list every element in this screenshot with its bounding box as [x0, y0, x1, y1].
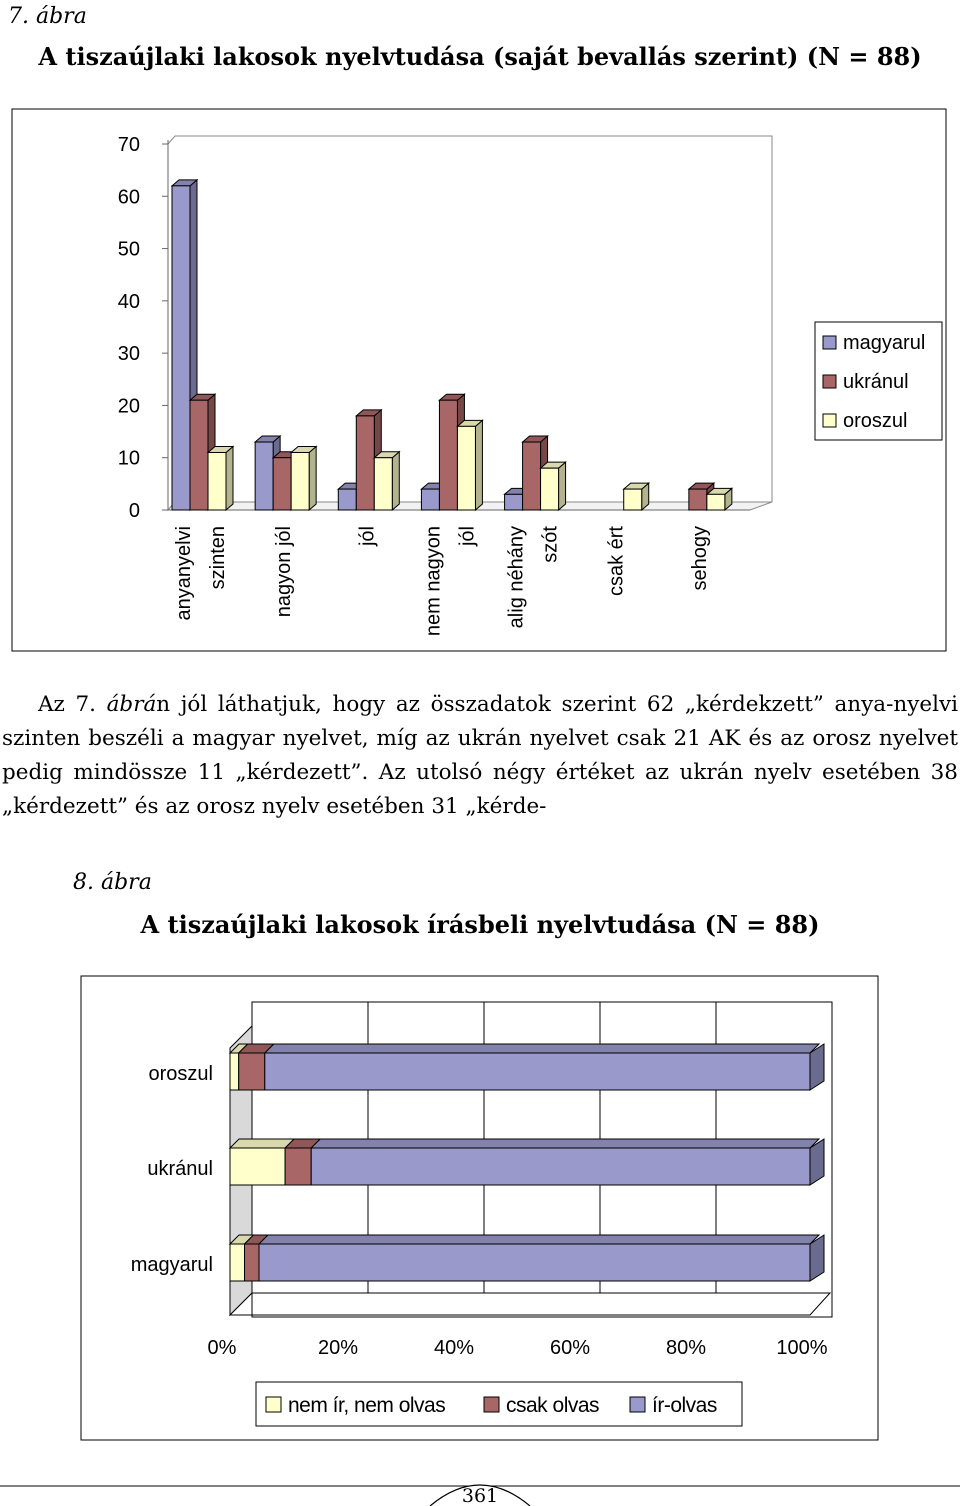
bar-top	[311, 1139, 819, 1148]
figure-8-number: 8. ábra	[73, 870, 152, 895]
bar-segment	[245, 1244, 260, 1281]
bar-top	[265, 1044, 819, 1053]
page-footer	[0, 1462, 960, 1506]
bar	[356, 416, 374, 510]
bar	[624, 489, 642, 510]
written-language-chart	[0, 970, 960, 1450]
y-tick-label: 60	[117, 186, 140, 209]
legend-label: magyarul	[843, 332, 926, 354]
language-knowledge-chart	[0, 100, 960, 660]
bar	[541, 468, 559, 510]
bar	[374, 458, 392, 510]
figure-7-title: A tiszaújlaki lakosok nyelvtudása (saját bevallás szerint) (N = 88)	[38, 42, 922, 71]
y-category-label: ukránul	[147, 1158, 213, 1180]
page-number: 361	[461, 1485, 499, 1506]
y-tick-label: 0	[128, 500, 140, 522]
bar	[291, 452, 309, 510]
legend-label: nem ír, nem olvas	[288, 1394, 446, 1417]
y-tick-label: 10	[117, 447, 140, 470]
bar-segment	[230, 1053, 239, 1090]
legend-swatch	[823, 414, 836, 427]
bar-side	[559, 462, 566, 510]
x-category-label: anyanyelvi	[173, 526, 195, 621]
x-tick-label: 60%	[549, 1337, 591, 1359]
legend-swatch	[484, 1397, 499, 1412]
bar	[707, 494, 725, 510]
figure-7-number: 7. ábra	[8, 4, 87, 29]
x-tick-label: 100%	[776, 1337, 828, 1359]
paragraph-lead: Az 7.	[38, 692, 107, 717]
bar	[457, 426, 475, 510]
x-tick-label: 20%	[317, 1337, 359, 1359]
x-category-label: szinten	[207, 526, 229, 590]
bar	[255, 442, 273, 510]
x-tick-label: 0%	[207, 1337, 237, 1359]
bar-segment	[230, 1148, 285, 1185]
bar-side	[226, 446, 233, 510]
bar	[439, 400, 457, 510]
y-tick-label: 20	[117, 395, 140, 418]
x-category-label: alig néhány	[505, 526, 528, 629]
y-tick-label: 30	[117, 343, 140, 366]
bar	[190, 400, 208, 510]
x-category-label: nagyon jól	[273, 526, 296, 618]
y-category-label: oroszul	[148, 1063, 213, 1085]
bar-side	[475, 420, 482, 510]
x-tick-label: 80%	[665, 1337, 707, 1359]
x-category-label: nem nagyon	[422, 526, 445, 637]
bar-top	[259, 1235, 819, 1244]
bar	[172, 186, 190, 510]
bar-side	[392, 452, 399, 510]
bar	[338, 489, 356, 510]
bar	[523, 442, 541, 510]
bar	[421, 489, 439, 510]
bar-segment	[230, 1244, 245, 1281]
bar-segment	[311, 1148, 810, 1185]
bar	[208, 452, 226, 510]
body-paragraph	[2, 688, 958, 824]
bar-segment	[285, 1148, 311, 1185]
legend-swatch	[266, 1397, 281, 1412]
y-tick-label: 50	[117, 238, 140, 261]
x-tick-label: 40%	[433, 1337, 475, 1359]
bar	[273, 458, 291, 510]
floor	[230, 1293, 830, 1315]
bar-segment	[239, 1053, 265, 1090]
x-category-label: szót	[539, 526, 562, 563]
paragraph-text: n jól láthatjuk, hogy az összadatok szerint 62 „kérdekzett” anya-nyelvi szinten beszéli a magyar nyelvet, míg az ukrán nyelvet csak 21 AK és az orosz nyelvet pedig mindössze 11 „kérdezett”. Az utolsó négy értéket az ukrán nyelv esetében 38 „kérdezett” és az orosz nyelv esetében 31 „kérde-	[2, 692, 958, 819]
y-tick-label: 70	[117, 134, 140, 156]
legend-swatch	[630, 1397, 645, 1412]
bar-segment	[259, 1244, 810, 1281]
x-category-label: csak ért	[605, 526, 628, 597]
legend-swatch	[823, 336, 836, 349]
x-category-label: sehogy	[688, 526, 711, 591]
bar-top	[230, 1139, 294, 1148]
legend-label: ír-olvas	[652, 1394, 717, 1417]
y-tick-label: 40	[117, 290, 140, 313]
x-category-label: jól	[356, 526, 379, 547]
y-category-label: magyarul	[130, 1254, 213, 1276]
figure-8-title: A tiszaújlaki lakosok írásbeli nyelvtudása (N = 88)	[140, 910, 820, 939]
bar-segment	[265, 1053, 810, 1090]
legend-label: csak olvas	[506, 1394, 600, 1417]
x-category-label: jól	[456, 526, 479, 547]
bar	[505, 494, 523, 510]
legend-label: oroszul	[843, 410, 908, 432]
bar-side	[309, 446, 316, 510]
legend-swatch	[823, 375, 836, 388]
bar	[689, 489, 707, 510]
paragraph-italic: ábrá	[106, 692, 157, 717]
legend-label: ukránul	[843, 371, 909, 393]
